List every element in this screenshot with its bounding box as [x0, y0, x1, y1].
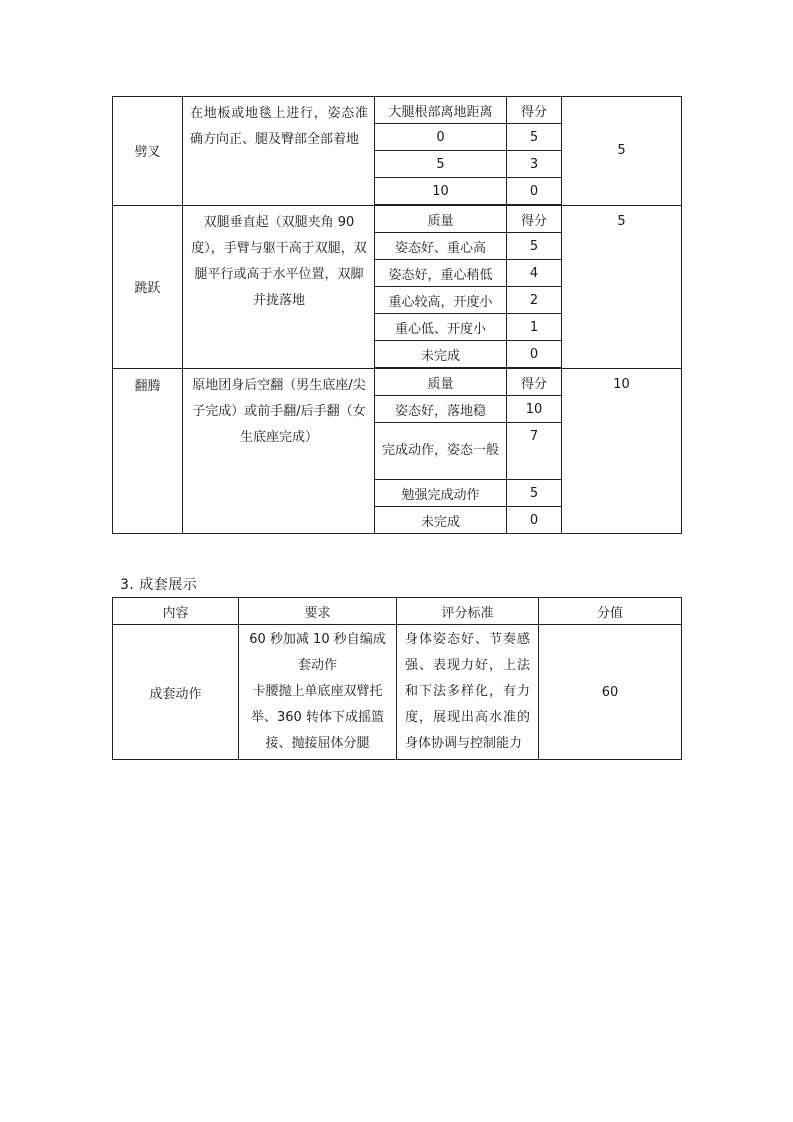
flip-score: 10 — [507, 396, 562, 423]
column-header: 分值 — [539, 598, 682, 625]
split-criterion: 10 — [375, 178, 507, 206]
jump-criterion: 姿态好、重心高 — [375, 233, 507, 260]
jump-score: 4 — [507, 260, 562, 287]
split-criterion: 0 — [375, 124, 507, 151]
score-cell: 60 — [539, 625, 682, 760]
table-row — [113, 625, 682, 760]
split-criterion-header: 大腿根部离地距离 — [375, 97, 507, 124]
flip-criterion: 勉强完成动作 — [375, 480, 507, 507]
flip-score: 0 — [507, 507, 562, 534]
flip-description: 原地团身后空翻（男生底座/尖子完成）或前手翻/后手翻（女生底座完成） — [183, 368, 375, 534]
section-heading: 3. 成套展示 — [120, 577, 198, 593]
jump-score: 5 — [507, 233, 562, 260]
jump-score: 1 — [507, 314, 562, 341]
flip-criterion-header: 质量 — [375, 368, 507, 396]
jump-score: 0 — [507, 341, 562, 369]
split-header-row — [113, 97, 682, 124]
table-header-row — [113, 598, 682, 625]
jump-criterion: 姿态好，重心稍低 — [375, 260, 507, 287]
split-description: 在地板或地毯上进行，姿态准确方向正、腿及臀部全部着地 — [183, 97, 375, 206]
split-total-score: 5 — [562, 97, 682, 206]
column-header: 内容 — [113, 598, 239, 625]
skills-scoring-table — [112, 96, 682, 534]
column-header: 评分标准 — [397, 598, 539, 625]
jump-label: 跳跃 — [113, 205, 183, 368]
criteria-cell: 身体姿态好、节奏感强、表现力好，上法和下法多样化，有力度，展现出高水准的身体协调与控制能力 — [397, 625, 539, 760]
requirement-line: 60 秒加减 10 秒自编成套动作 — [249, 632, 386, 673]
flip-criterion: 完成动作，姿态一般 — [375, 423, 507, 480]
jump-criterion-header: 质量 — [375, 205, 507, 233]
flip-header-row — [113, 368, 682, 396]
split-criterion: 5 — [375, 151, 507, 178]
flip-total-score: 10 — [562, 368, 682, 534]
split-score: 3 — [507, 151, 562, 178]
split-label: 劈叉 — [113, 97, 183, 206]
jump-score-header: 得分 — [507, 205, 562, 233]
flip-label: 翻腾 — [113, 368, 183, 534]
jump-description: 双腿垂直起（双腿夹角 90 度），手臂与躯干高于双腿，双腿平行或高于水平位置，双脚并拢落地 — [183, 205, 375, 368]
flip-score: 7 — [507, 423, 562, 480]
flip-criterion: 姿态好，落地稳 — [375, 396, 507, 423]
jump-header-row — [113, 205, 682, 233]
flip-score: 5 — [507, 480, 562, 507]
jump-total-score: 5 — [562, 205, 682, 368]
jump-criterion: 未完成 — [375, 341, 507, 369]
flip-criterion: 未完成 — [375, 507, 507, 534]
split-score: 5 — [507, 124, 562, 151]
jump-score: 2 — [507, 287, 562, 314]
flip-score-header: 得分 — [507, 368, 562, 396]
jump-criterion: 重心较高，开度小 — [375, 287, 507, 314]
requirement-cell — [239, 625, 397, 760]
content-cell: 成套动作 — [113, 625, 239, 760]
split-score-header: 得分 — [507, 97, 562, 124]
split-score: 0 — [507, 178, 562, 206]
routine-scoring-table — [112, 597, 682, 760]
column-header: 要求 — [239, 598, 397, 625]
jump-criterion: 重心低、开度小 — [375, 314, 507, 341]
requirement-line: 卡腰抛上单底座双臂托举、360 转体下成摇篮接、抛接屈体分腿 — [251, 684, 384, 751]
